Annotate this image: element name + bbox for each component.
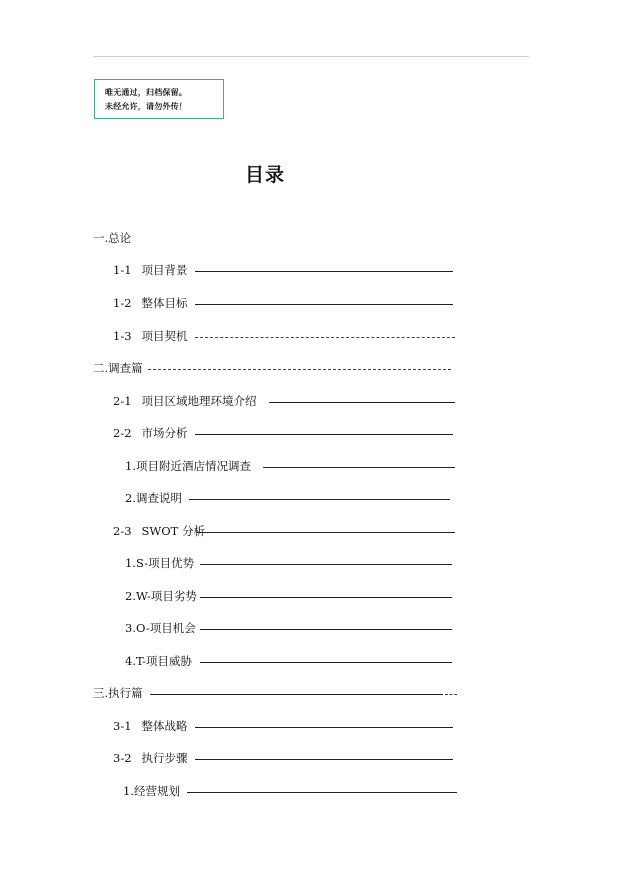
notice-line-1: 唯无通过，归档保留。	[105, 88, 187, 97]
toc-entry-text: 市场分析	[141, 426, 188, 440]
toc-entry[interactable]	[113, 263, 453, 277]
header-rule	[93, 56, 529, 57]
leader-line	[200, 629, 452, 630]
toc-entry-number: 2-3	[113, 524, 132, 538]
toc-entry[interactable]	[125, 491, 450, 505]
toc-entry[interactable]	[113, 524, 455, 538]
toc-entry-text: SWOT 分析	[141, 524, 205, 538]
toc-entry-text: 一.总论	[93, 231, 132, 245]
leader-line	[195, 434, 453, 435]
toc-entry[interactable]	[113, 719, 453, 733]
leader-line	[200, 564, 452, 565]
leader-line	[197, 532, 455, 533]
leader-line	[263, 467, 455, 468]
toc-entry-text: 2.调查说明	[125, 491, 182, 505]
toc-entry-text: 1.项目附近酒店情况调查	[125, 459, 251, 473]
toc-entry-text: 项目区域地理环境介绍	[141, 394, 257, 408]
toc-entry-text: 项目背景	[141, 263, 188, 277]
toc-entry[interactable]	[125, 621, 452, 635]
toc-entry-number: 2-2	[113, 426, 132, 440]
leader-line	[195, 727, 453, 728]
leader-line	[195, 304, 453, 305]
leader-line	[195, 337, 455, 338]
leader-line	[269, 402, 455, 403]
toc-entry-text: 项目契机	[141, 329, 188, 343]
toc-entry[interactable]	[123, 784, 457, 798]
toc-entry[interactable]	[113, 296, 453, 310]
toc-entry-text: 二.调查篇	[93, 361, 143, 375]
toc-entry-number: 1-1	[113, 263, 132, 277]
leader-line	[187, 792, 457, 793]
toc-entry[interactable]	[93, 686, 457, 700]
toc-entry[interactable]	[113, 329, 455, 343]
leader-line	[195, 271, 453, 272]
toc-entry-text: 4.T-项目威胁	[125, 654, 193, 668]
toc-entry-text: 整体战略	[141, 719, 188, 733]
toc-entry[interactable]	[125, 459, 455, 473]
leader-line	[200, 597, 452, 598]
toc-entry[interactable]	[113, 426, 453, 440]
notice-line-2: 未经允许，请勿外传！	[105, 102, 187, 111]
toc-entry-text: 执行步骤	[141, 751, 188, 765]
toc-entry[interactable]	[93, 231, 453, 245]
leader-line-tail	[445, 694, 457, 695]
leader-line	[150, 694, 443, 695]
toc-entry[interactable]	[125, 556, 452, 570]
toc-entry-number: 1-3	[113, 329, 132, 343]
toc-entry-text: 1.经营规划	[123, 784, 180, 798]
toc-entry[interactable]	[93, 361, 451, 375]
leader-line	[148, 369, 451, 370]
toc-entry-text: 1.S-项目优势	[125, 556, 195, 570]
toc-entry-number: 3-1	[113, 719, 132, 733]
toc-entry[interactable]	[113, 751, 453, 765]
toc-entry-number: 2-1	[113, 394, 132, 408]
notice-box	[94, 79, 224, 119]
toc-entry-number: 1-2	[113, 296, 132, 310]
toc-entry[interactable]	[125, 589, 452, 603]
toc-entry-text: 整体目标	[141, 296, 188, 310]
leader-line	[200, 662, 452, 663]
page-title: 目录	[245, 164, 286, 186]
toc-entry[interactable]	[113, 394, 455, 408]
toc-entry-text: 3.O-项目机会	[125, 621, 196, 635]
toc-entry-text: 三.执行篇	[93, 686, 143, 700]
leader-line	[195, 759, 453, 760]
toc-entry[interactable]	[125, 654, 452, 668]
toc-entry-number: 3-2	[113, 751, 132, 765]
leader-line	[189, 499, 450, 500]
toc-entry-text: 2.W-项目劣势	[125, 589, 197, 603]
